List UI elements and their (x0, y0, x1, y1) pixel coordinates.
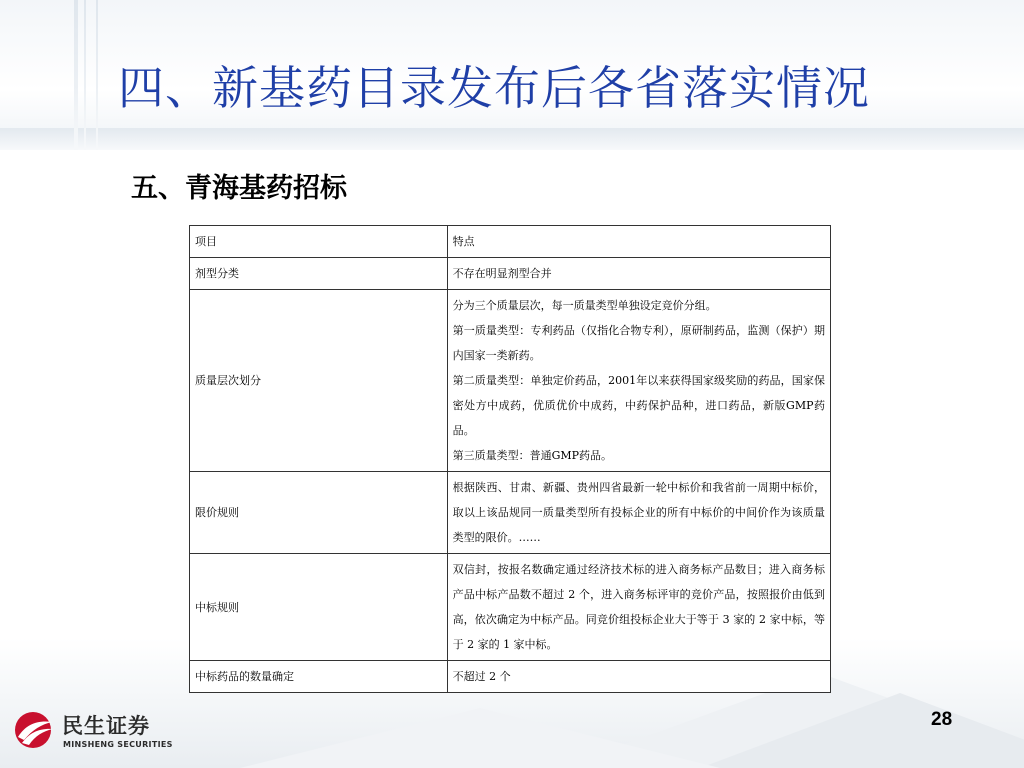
feature-text: 不超过 2 个 (452, 670, 511, 683)
feature-text: 分为三个质量层次，每一质量类型单独设定竞价分组。 (452, 299, 717, 312)
mountain-decor (700, 693, 1024, 768)
logo-chinese-name: 民生证券 (62, 714, 150, 738)
row-feature-cell (447, 472, 830, 554)
row-feature-cell (447, 554, 830, 661)
feature-text: 第三质量类型：普通GMP药品。 (452, 449, 613, 462)
bidding-table (189, 225, 831, 693)
decor-line (84, 0, 86, 150)
table-row (190, 554, 831, 661)
row-item-cell: 中标药品的数量确定 (190, 661, 448, 693)
feature-text: 不存在明显剂型合并 (452, 267, 552, 280)
company-logo (12, 706, 182, 756)
header-cell-feature: 特点 (447, 226, 830, 258)
header-cell-item: 项目 (190, 226, 448, 258)
header-band (0, 128, 1024, 150)
table-row (190, 472, 831, 554)
mountain-decor (240, 708, 720, 768)
table-row (190, 661, 831, 693)
row-feature-cell (447, 258, 830, 290)
page-number: 28 (931, 709, 953, 730)
row-item-cell: 中标规则 (190, 554, 448, 661)
feature-text: 第二质量类型：单独定价药品，2001年以来获得国家级奖励的药品，国家保密处方中成药，优质优价中成药，中药保护品种，进口药品，新版GMP药品。 (452, 374, 825, 437)
row-item-cell: 剂型分类 (190, 258, 448, 290)
feature-text: 双信封，按报名数确定通过经济技术标的进入商务标产品数目；进入商务标产品中标产品数不超过 2 个，进入商务标评审的竞价产品，按照报价由低到高，依次确定为中标产品。同竞价组投标企业大于等于 3 家的 2 家中标，等于 2 家的 1 家中标。 (452, 563, 825, 651)
row-item-cell: 限价规则 (190, 472, 448, 554)
minsheng-logo-icon (12, 710, 56, 750)
row-item-cell: 质量层次划分 (190, 290, 448, 472)
row-feature-cell (447, 661, 830, 693)
section-subtitle: 五、青海基药招标 (131, 173, 347, 204)
table-row (190, 290, 831, 472)
decor-line (74, 0, 78, 150)
table-header-row (190, 226, 831, 258)
feature-text: 根据陕西、甘肃、新疆、贵州四省最新一轮中标价和我省前一周期中标价，取以上该品规同一质量类型所有投标企业的所有中标价的中间价作为该质量类型的限价。…… (452, 481, 825, 544)
decor-line (96, 0, 98, 150)
logo-english-name: MINSHENG SECURITIES (63, 740, 173, 749)
row-feature-cell (447, 290, 830, 472)
table-row (190, 258, 831, 290)
feature-text: 第一质量类型：专利药品（仅指化合物专利），原研制药品，监测（保护）期内国家一类新药。 (452, 324, 825, 362)
slide-title: 四、新基药目录发布后各省落实情况 (118, 61, 870, 115)
